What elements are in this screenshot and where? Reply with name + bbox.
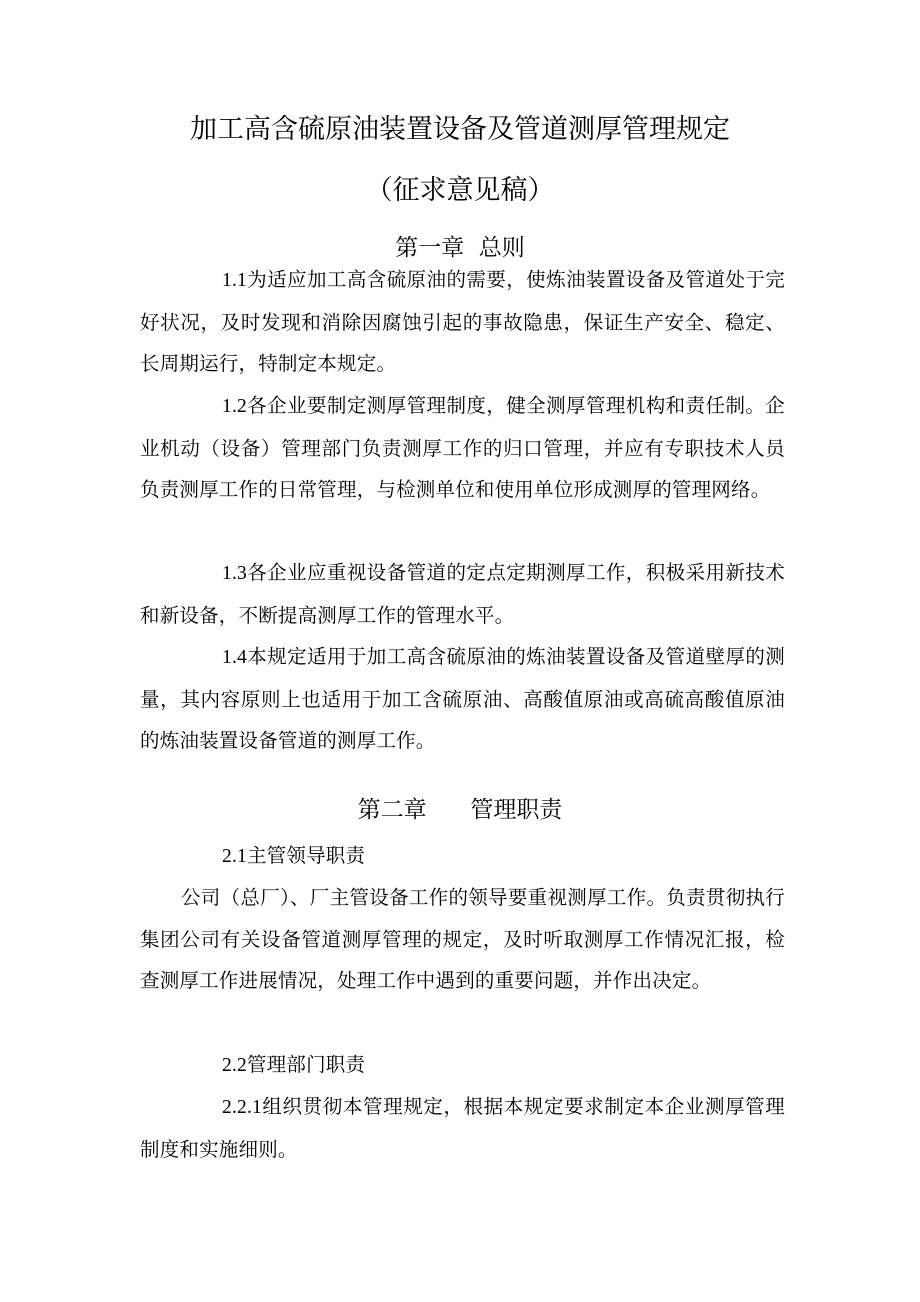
section-number: 1.4 <box>222 647 247 668</box>
document-subtitle: （征求意见稿） <box>365 175 555 206</box>
section-text: 公司（总厂）、厂主管设备工作的领导要重视测厚工作。负责贯彻执行集团公司有关设备管道测厚管理的规定，及时听取测厚工作情况汇报，检查测厚工作进展情况，处理工作中遇到的重要问题，并作出决定。 <box>140 886 785 992</box>
section-1-1 <box>140 259 785 385</box>
section-text: 组织贯彻本管理规定，根据本规定要求制定本企业测厚管理制度和实施细则。 <box>140 1095 785 1161</box>
section-2-2 <box>140 1044 785 1087</box>
document-title: 加工高含硫原油装置设备及管道测厚管理规定 <box>190 114 730 145</box>
section-2-1-body <box>140 877 785 1002</box>
section-1-3 <box>140 552 785 636</box>
section-number: 2.1 <box>222 846 247 867</box>
section-text: 管理部门职责 <box>246 1053 366 1076</box>
section-text: 为适应加工高含硫原油的需要，使炼油装置设备及管道处于完好状况，及时发现和消除因腐蚀引起的事故隐患，保证生产安全、稳定、长周期运行，特制定本规定。 <box>140 268 785 375</box>
chapter-1-heading: 第一章 总则 <box>395 235 525 261</box>
chapter-2-heading: 第二章 管理职责 <box>357 797 563 823</box>
section-2-1 <box>140 835 785 878</box>
section-1-4 <box>140 636 785 762</box>
section-1-2 <box>140 385 785 511</box>
section-text: 各企业要制定测厚管理制度，健全测厚管理机构和责任制。企业机动（设备）管理部门负责测厚工作的归口管理，并应有专职技术人员负责测厚工作的日常管理，与检测单位和使用单位形成测厚的管理网络。 <box>140 394 785 501</box>
section-number: 1.2 <box>222 396 247 417</box>
section-text: 主管领导职责 <box>246 844 366 867</box>
section-number: 1.3 <box>222 563 247 584</box>
section-text: 本规定适用于加工高含硫原油的炼油装置设备及管道壁厚的测量，其内容原则上也适用于加工含硫原油、高酸值原油或高硫高酸值原油的炼油装置设备管道的测厚工作。 <box>140 645 785 752</box>
section-number: 2.2 <box>222 1055 247 1076</box>
section-number: 2.2.1 <box>222 1097 262 1118</box>
section-text: 各企业应重视设备管道的定点定期测厚工作，积极采用新技术和新设备，不断提高测厚工作的管理水平。 <box>140 561 785 627</box>
section-number: 1.1 <box>222 270 247 291</box>
section-2-2-1 <box>140 1086 785 1170</box>
